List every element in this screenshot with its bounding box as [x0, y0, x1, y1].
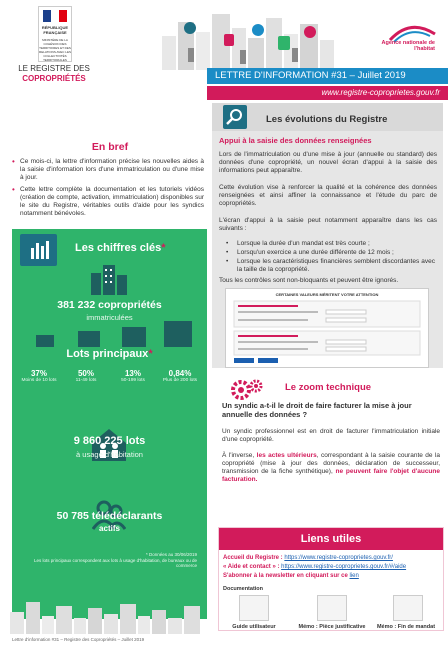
doc-label[interactable]: Mémo : Fin de mandat — [376, 624, 436, 630]
lot-size-buildings-icon — [26, 321, 196, 347]
website-link[interactable]: www.registre-coproprietes.gouv.fr — [207, 86, 448, 100]
zoom-technique-title: Le zoom technique — [285, 382, 372, 393]
lot-distribution-item — [112, 369, 154, 384]
teledeclarants-count: 50 785 télédéclarants — [56, 510, 163, 522]
evolutions-paragraph: Lors de l'immatriculation ou d'une mise à jour (annuelle ou standard) des données d'une copropriété, un nouvel écran d'appui à la saisie des informations peut apparaître. — [219, 151, 437, 174]
evolutions-title: Les évolutions du Registre — [266, 114, 388, 125]
footer-skyline-illustration — [10, 598, 210, 634]
lot-range: 50-199 lots — [121, 378, 145, 383]
screenshot-heading: CERTAINES VALEURS MÉRITENT VOTRE ATTENTION — [275, 292, 379, 297]
bar-chart-icon — [20, 234, 57, 266]
en-bref-title: En bref — [91, 141, 129, 153]
registre-title — [8, 64, 100, 84]
warning-screen-screenshot — [225, 288, 429, 368]
list-item: • Lorsque la durée d'un mandat est très courte ; — [219, 240, 435, 248]
newsletter-link[interactable]: lien — [349, 573, 359, 579]
lot-range: Plus de 200 lots — [162, 378, 198, 383]
registre-title-line1: LE REGISTRE DES — [18, 64, 90, 73]
key-figures-title: Les chiffres clés* — [75, 242, 166, 254]
search-icon — [223, 105, 247, 129]
guide-thumbnail[interactable] — [239, 595, 269, 621]
accueil-link-line: Accueil du Registre : https://www.registre-coproprietes.gouv.fr/ — [223, 555, 393, 561]
lots-principaux-title: Lots principaux* — [66, 348, 153, 360]
newsletter-title-bar: LETTRE D'INFORMATION #31 – Juillet 2019 — [207, 68, 448, 84]
lot-percent: 50% — [77, 369, 94, 378]
lot-percent: 0,84% — [168, 369, 192, 378]
lot-distribution-item — [18, 369, 60, 384]
evolutions-header — [212, 103, 443, 131]
zoom-paragraph: À l'inverse, les actes ultérieurs, correspondant à la saisie courante de la copropriété (mise à jour des données, déclaration de successeur, transmission de la fiche synthétique), ne peuvent faire l'objet d'aucune facturation. — [222, 452, 441, 483]
form-mockup — [226, 297, 428, 365]
lot-distribution — [18, 369, 201, 384]
coproprietes-count: 381 232 copropriétés — [57, 299, 162, 311]
lot-range: 11-49 lots — [75, 378, 97, 383]
zoom-question: Un syndic a-t-il le droit de faire facturer la mise à jour annuelle des données ? — [222, 401, 412, 419]
contact-link[interactable]: https://www.registre-coproprietes.gouv.fr/#/aide — [281, 564, 407, 570]
footnote — [22, 552, 197, 569]
list-item: • Lorsqu'un exercice a une durée différente de 12 mois ; — [219, 249, 435, 257]
evolutions-cases — [219, 240, 435, 275]
lot-percent: 13% — [124, 369, 141, 378]
useful-links-section — [218, 527, 444, 631]
lot-distribution-item — [159, 369, 201, 384]
footer-text: Lettre d'information #31 – Registre des Copropriétés – Juillet 2019 — [12, 637, 145, 642]
key-figures-panel — [12, 229, 207, 619]
lot-distribution-item — [65, 369, 107, 384]
en-bref-list — [12, 158, 204, 222]
lot-percent: 37% — [30, 369, 47, 378]
memo-fin-mandat-thumbnail[interactable] — [393, 595, 423, 621]
doc-label[interactable]: Mémo : Pièce justificative — [298, 624, 366, 630]
teledeclarants-label: actifs — [99, 524, 120, 533]
useful-links-title: Liens utiles — [219, 528, 443, 550]
footnote-date: * Données au 30/06/2019 — [145, 552, 197, 557]
evolutions-paragraph: L'écran d'appui à la saisie peut notamment apparaître dans les cas suivants : — [219, 217, 437, 232]
gears-icon — [230, 378, 265, 402]
contact-link-line: « Aide et contact » : https://www.registre-coproprietes.gouv.fr/#/aide — [223, 564, 407, 570]
footnote-definition: Les lots principaux correspondent aux lots à usage d'habitation, de bureaux ou de commerce — [34, 557, 197, 568]
registre-title-line2: COPROPRIÉTÉS — [22, 74, 86, 83]
anah-name: Agence nationale de l'habitat — [381, 40, 435, 52]
list-item: • Cette lettre complète la documentation et les tutoriels vidéos (création de compte, activation, immatriculation) disponibles sur le site du Registre, véritables outils d'aide pour les syndics notamment bénévoles. — [12, 186, 204, 218]
evolutions-subtitle: Appui à la saisie des données renseignées — [219, 136, 372, 145]
lots-count-label: à usage d'habitation — [76, 450, 143, 459]
documentation-title: Documentation — [223, 586, 264, 592]
evolutions-paragraph: Cette évolution vise à renforcer la qualité et la cohérence des données renseignées et ainsi affiner la connaissance et l'étude du parc de copropriétés. — [219, 184, 437, 207]
list-item: • Lorsque les caractéristiques financières semblent discordantes avec la taille de la copropriété. — [219, 258, 435, 274]
accueil-link[interactable]: https://www.registre-coproprietes.gouv.fr/ — [284, 555, 393, 561]
buildings-icon — [89, 263, 129, 295]
coproprietes-label: immatriculées — [86, 313, 133, 322]
list-item: • Ce mois-ci, la lettre d'information précise les nouvelles aides à la saisie d'information lors d'une immatriculation ou d'une mise à jour. — [12, 158, 204, 182]
lot-range: Moins de 10 lots — [21, 378, 57, 383]
doc-label[interactable]: Guide utilisateur — [232, 624, 276, 630]
page-header — [0, 0, 448, 105]
ministry-name: MINISTÈRE DE LA COHÉSION DES TERRITOIRES ET DES RELATIONS AVEC LES COLLECTIVITÉS TERRITORIALES — [39, 38, 71, 62]
memo-piece-thumbnail[interactable] — [317, 595, 347, 621]
zoom-paragraph: Un syndic professionnel est en droit de facturer l'immatriculation initiale d'une copropriété. — [222, 428, 440, 443]
lots-count: 9 860 225 lots — [73, 435, 146, 447]
evolutions-paragraph: Tous les contrôles sont non-bloquants et peuvent être ignorés. — [219, 277, 399, 284]
city-skyline-illustration — [160, 8, 335, 70]
flag-icon — [43, 10, 67, 22]
republique-francaise-logo: RÉPUBLIQUE FRANÇAISE MINISTÈRE DE LA COHÉSION DES TERRITOIRES ET DES RELATIONS AVEC LES COLLECTIVITÉS TERRITORIALES — [38, 6, 72, 62]
newsletter-link-line: S'abonner à la newsletter en cliquant sur ce lien — [223, 573, 359, 579]
